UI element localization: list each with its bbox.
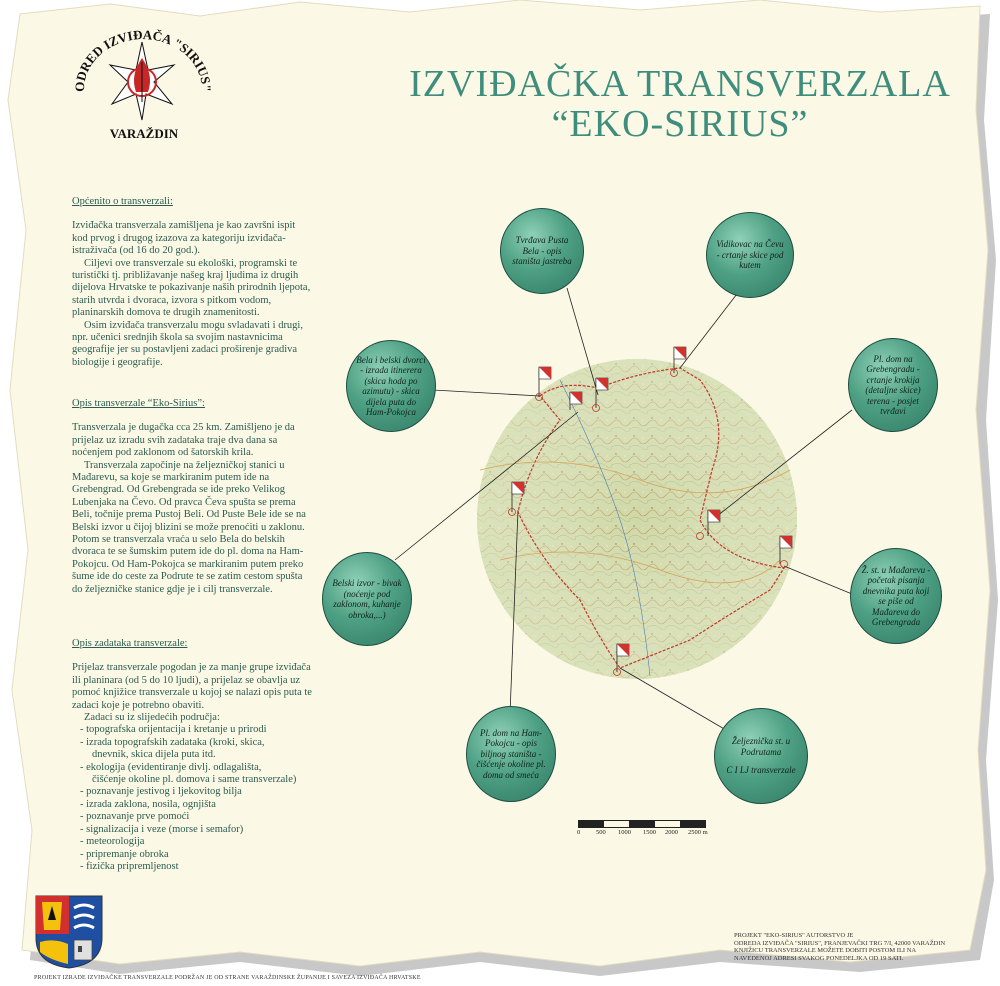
bubble-text: Pl. dom na Ham-Pokojcu - opis biljnog staništa - čišćenje okoline pl. doma od smeća (476, 727, 546, 780)
paragraph: Ciljevi ove transverzale su ekološki, programski te turistički tj. približavanje našeg kraj ljudima iz drugih dijelova Hrvatske te pokazivanje naših prirodnih ljepota, starih utvrda i dvoraca, izvora s pitkom vodom, planinarskih domova te drugih znamenitosti. (72, 257, 311, 319)
bubble-text: Ž. st. u Mađarevu - početak pisanja dnevnika puta koji se piše od Mađareva do Grebengrada (861, 564, 931, 627)
scale-label: 2500 m (688, 829, 708, 836)
list-item: - pripremanje obroka (80, 848, 169, 860)
bubble-madarevo (850, 548, 942, 644)
footer-line: KNJIŽICU TRANSVERZALE MOŽETE DOBITI POSTOM ILI NA (734, 947, 917, 955)
list-item: - topografska orijentacija i kretanje u prirodi (80, 724, 267, 736)
scale-label: 500 (596, 829, 606, 836)
star-icon (110, 42, 174, 120)
list-item: - ekologija (evidentiranje divlj. odlagališta, (80, 761, 262, 773)
bubble-bela-dvorci (346, 340, 436, 432)
logo-city-text: VARAŽDIN (109, 126, 179, 141)
scale-label: 1500 (643, 829, 656, 836)
bubble-pusta-bela (500, 208, 584, 294)
paragraph: Transverzala započinje na željezničkoj stanici u Mađarevu, sa koje se markiranim putem ide na Grebengrad. Od Grebengrada se ide preko Velikog Lubenjaka na Čevo. Od pravca Čeva spušta se prema Beli, točnije prema Pustoj Beli. Od Puste Bele ide se na Belski izvor u čijoj blizini se može prenoćiti u zaklonu. Potom se transverzala vraća u selo Bela do belskih dvoraca te se šumskim putem ide do pl. doma na Ham-Pokojcu. Od Ham-Pokojca se markiranim putem preko šume ide do ceste za Podrute te se zatim cestom spušta do željezničke stanice gdje je i cilj transverzale. (72, 459, 306, 595)
footer-line: ODREDA IZVIĐAČA "SIRIUS", FRANJEVAČKI TRG 7/I, 42000 VARAŽDIN (734, 939, 946, 947)
title-line-1: IZVIĐAČKA TRANSVERZALA (409, 63, 951, 105)
list-item: - fizička pripremljenost (80, 860, 179, 872)
list-item: dnevnik, skica dijela puta itd. (92, 749, 216, 761)
paragraph: Prijelaz transverzale pogodan je za manje grupe izviđača ili planinara (od 5 do 10 ljudi), a prijelaz se obavlja uz pomoć knjižice transverzale u kojoj se nalazi opis puta te zadaci koje je potrebno obaviti. (72, 662, 312, 711)
poster-title (400, 64, 960, 144)
footer-support-note: PROJEKT IZRADE IZVIĐAČKE TRANSVERZALE PODRŽAN JE OD STRANE VARAŽDINSKE ŽUPANIJE I SAVEZA IZVIĐAČA HRVATSKE (34, 975, 421, 981)
footer-line: PROJEKT "EKO-SIRIUS" AUTORSTVO JE (734, 932, 854, 939)
list-item: čišćenje okoline pl. domova i same transverzale) (92, 774, 297, 786)
coat-of-arms-icon (34, 894, 104, 970)
paragraph: Osim izviđača transverzalu mogu svladavati i drugi, npr. učenici srednjih škola sa svojim nastavnicima geografije jer su postavljeni zadaci proširenje gradiva biologije i geografije. (72, 319, 303, 368)
section-route (72, 398, 312, 596)
paragraph: Transverzala je dugačka cca 25 km. Zamišljeno je da prijelaz uz izradu svih zadataka traje dva dana sa noćenjem pod zaklonom od šatorskih krila. (72, 422, 295, 459)
logo-ring-text: ODRED IZVIĐAČA "SIRIUS" (71, 27, 215, 93)
section-tasks (72, 638, 312, 873)
list-item: - poznavanje jestivog i ljekovitog bilja (80, 786, 242, 798)
list-item: - poznavanje prve pomoći (80, 811, 190, 823)
bubble-vidikovac (706, 212, 794, 298)
scale-bar-graphic (578, 820, 706, 828)
list-item: - izrada zaklona, nosila, ognjišta (80, 798, 216, 810)
bubble-text: Vidikovac na Čevu - crtanje skice pod kutem (716, 239, 784, 271)
section-general (72, 196, 312, 369)
topographic-map (477, 359, 797, 679)
bubble-text (715, 736, 807, 776)
section-heading: Opis transverzale “Eko-Sirius”: (72, 398, 205, 409)
bubble-text-line: C I LJ transverzale (726, 765, 796, 776)
bubble-text: Bela i belski dvorci - izrada itinerera (skica hoda po azimutu) - skica dijela puta do Ham-Pokojca (356, 354, 426, 417)
bubble-belski-izvor (322, 552, 412, 646)
footer-line: NAVEDENOJ ADRESI SVAKOG PONEDELJKA OD 19 SATI. (734, 954, 904, 962)
bubble-text: Tvrđava Pusta Bela - opis staništa jastreba (512, 235, 572, 267)
bubble-grebengrad (848, 338, 938, 432)
section-heading: Općenito o transverzali: (72, 196, 173, 207)
list-item: - izrada topografskih zadataka (kroki, skica, (80, 736, 265, 748)
task-list (72, 724, 312, 873)
bubble-ham-pokojec (466, 706, 556, 802)
bubble-text: Pl. dom na Grebengradu - crtanje krokija (detaljne skice) terena - posjet tvrđavi (865, 353, 921, 416)
scale-label: 1000 (618, 829, 631, 836)
scale-label: 0 (577, 829, 581, 836)
bubble-text-line: Željeznička st. u Podrutama (731, 736, 791, 757)
section-heading: Opis zadataka transverzale: (72, 638, 188, 649)
bubble-text: Belski izvor - bivak (noćenje pod zaklonom, kuhanje obroka,...) (332, 578, 402, 620)
paragraph: Izviđačka transverzala zamišljena je kao završni ispit kod prvog i drugog izazova za kategoriju izviđača-istraživača (od 16 do 20 god.). (72, 220, 296, 257)
list-item: - meteorologija (80, 836, 145, 848)
paragraph: Zadaci su iz slijedećih područja: (84, 712, 220, 724)
bubble-podrute (714, 708, 808, 804)
title-line-2: “EKO-SIRIUS” (551, 103, 809, 145)
footer-credits (734, 932, 994, 962)
list-item: - signalizacija i veze (morse i semafor) (80, 823, 244, 835)
scout-logo (62, 20, 222, 145)
scale-label: 2000 (665, 829, 678, 836)
